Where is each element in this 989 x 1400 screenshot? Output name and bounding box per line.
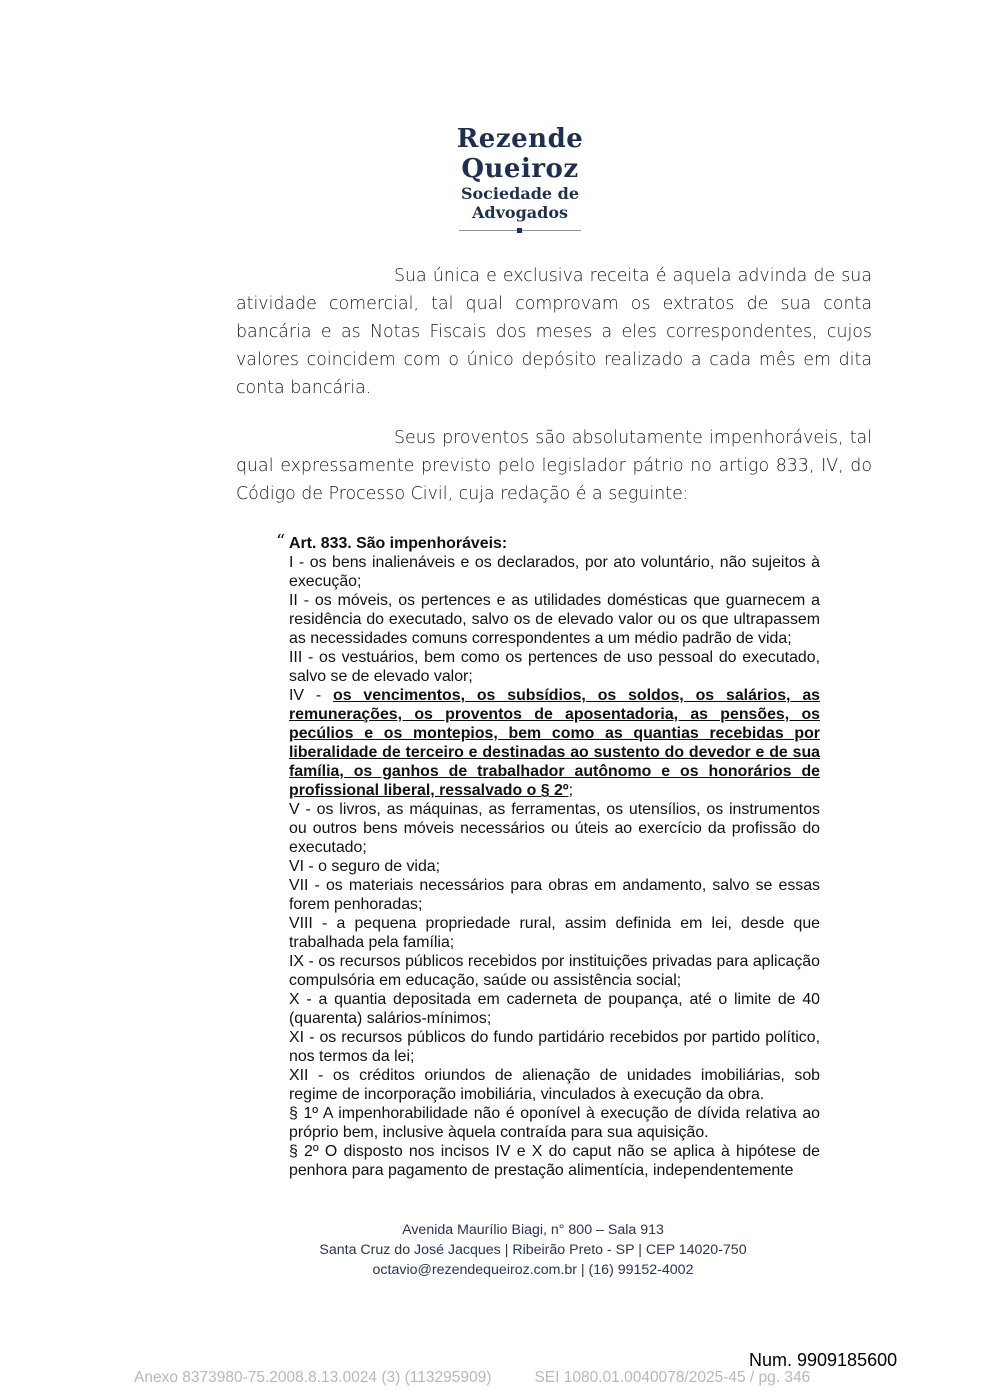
quote-item: VI - o seguro de vida; bbox=[289, 858, 441, 875]
quote-paragraph-2: § 2º O disposto nos incisos IV e X do caput não se aplica à hipótese de penhora para pagamento de prestação alimentícia, independentemente bbox=[289, 1143, 820, 1179]
quote-item: IX - os recursos públicos recebidos por instituições privadas para aplicação compulsória em educação, saúde ou assistência social; bbox=[289, 953, 820, 989]
letterhead-footer bbox=[300, 1220, 766, 1280]
quote-item-iv-emphasis: os vencimentos, os subsídios, os soldos, os salários, as remunerações, os proventos de aposentadoria, as pensões, os pecúlios e os montepios, bem como as quantias recebidas por liberalidade de terceiro e destinadas ao sustento do devedor e de sua família, os ganhos de trabalhador autônomo e os honorários de profissional liberal, ressalvado o § 2º bbox=[289, 687, 820, 799]
sei-stamp bbox=[134, 1369, 854, 1387]
quote-item: V - os livros, as máquinas, as ferramentas, os utensílios, os instrumentos ou outros bens móveis necessários ou úteis ao exercício da profissão do executado; bbox=[289, 801, 820, 856]
logo-line-advogados: Advogados bbox=[472, 203, 568, 222]
footer-contact: octavio@rezendequeiroz.com.br | (16) 99152-4002 bbox=[372, 1262, 694, 1278]
quote-item: II - os móveis, os pertences e as utilidades domésticas que guarnecem a residência do executado, salvo os de elevado valor ou os que ultrapassem as necessidades comuns correspondentes a um médio padrão de vida; bbox=[289, 592, 820, 647]
logo-line-queiroz: Queiroz bbox=[461, 154, 579, 184]
paragraph-revenue bbox=[236, 262, 872, 402]
quote-item: VIII - a pequena propriedade rural, assim definida em lei, desde que trabalhada pela família; bbox=[289, 915, 820, 951]
quote-paragraph-1: § 1º A impenhorabilidade não é oponível à execução de dívida relativa ao próprio bem, inclusive àquela contraída para sua aquisição. bbox=[289, 1105, 820, 1141]
paragraph-earnings-text: Seus proventos são absolutamente impenhoráveis, tal qual expressamente previsto pelo legislador pátrio no artigo 833, IV, do Código de Processo Civil, cuja redação é a seguinte: bbox=[236, 428, 872, 504]
footer-city: Santa Cruz do José Jacques | Ribeirão Preto - SP | CEP 14020-750 bbox=[319, 1242, 747, 1258]
quote-item: XI - os recursos públicos do fundo partidário recebidos por partido político, nos termos da lei; bbox=[289, 1029, 820, 1065]
legal-quote-art-833 bbox=[276, 531, 820, 1180]
quote-item-iv-suffix: ; bbox=[568, 782, 574, 799]
logo-divider-dot bbox=[517, 228, 522, 233]
quote-item-iv-prefix: IV - bbox=[289, 687, 334, 704]
sei-reference: SEI 1080.01.0040078/2025-45 / pg. 346 bbox=[534, 1369, 811, 1386]
document-number: Num. 9909185600 bbox=[749, 1350, 898, 1370]
quote-item: VII - os materiais necessários para obras em andamento, salvo se essas forem penhoradas; bbox=[289, 877, 820, 913]
quote-item-iv bbox=[289, 686, 820, 800]
quote-item: III - os vestuários, bem como os pertences de uso pessoal do executado, salvo se de elevado valor; bbox=[289, 649, 820, 685]
logo-line-sociedade: Sociedade de bbox=[460, 184, 580, 203]
quote-heading: Art. 833. São impenhoráveis: bbox=[289, 535, 508, 552]
opening-quote-mark: “ bbox=[276, 531, 286, 552]
paragraph-earnings bbox=[236, 424, 872, 508]
logo-line-rezende: Rezende bbox=[456, 124, 584, 154]
annex-reference: Anexo 8373980-75.2008.8.13.0024 (3) (113295909) bbox=[134, 1369, 492, 1386]
law-firm-logo bbox=[430, 124, 610, 231]
footer-address: Avenida Maurílio Biagi, n° 800 – Sala 913 bbox=[402, 1222, 664, 1238]
quote-item: I - os bens inalienáveis e os declarados, por ato voluntário, não sujeitos à execução; bbox=[289, 554, 820, 590]
quote-item: XII - os créditos oriundos de alienação de unidades imobiliárias, sob regime de incorporação imobiliária, vinculados à execução da obra. bbox=[289, 1067, 820, 1103]
paragraph-revenue-text: Sua única e exclusiva receita é aquela advinda de sua atividade comercial, tal qual comprovam os extratos de sua conta bancária e as Notas Fiscais dos meses a eles correspondentes, cujos valores coincidem com o único depósito realizado a cada mês em dita conta bancária. bbox=[236, 266, 872, 398]
logo-divider bbox=[459, 230, 581, 231]
quote-item: X - a quantia depositada em caderneta de poupança, até o limite de 40 (quarenta) salários-mínimos; bbox=[289, 991, 820, 1027]
